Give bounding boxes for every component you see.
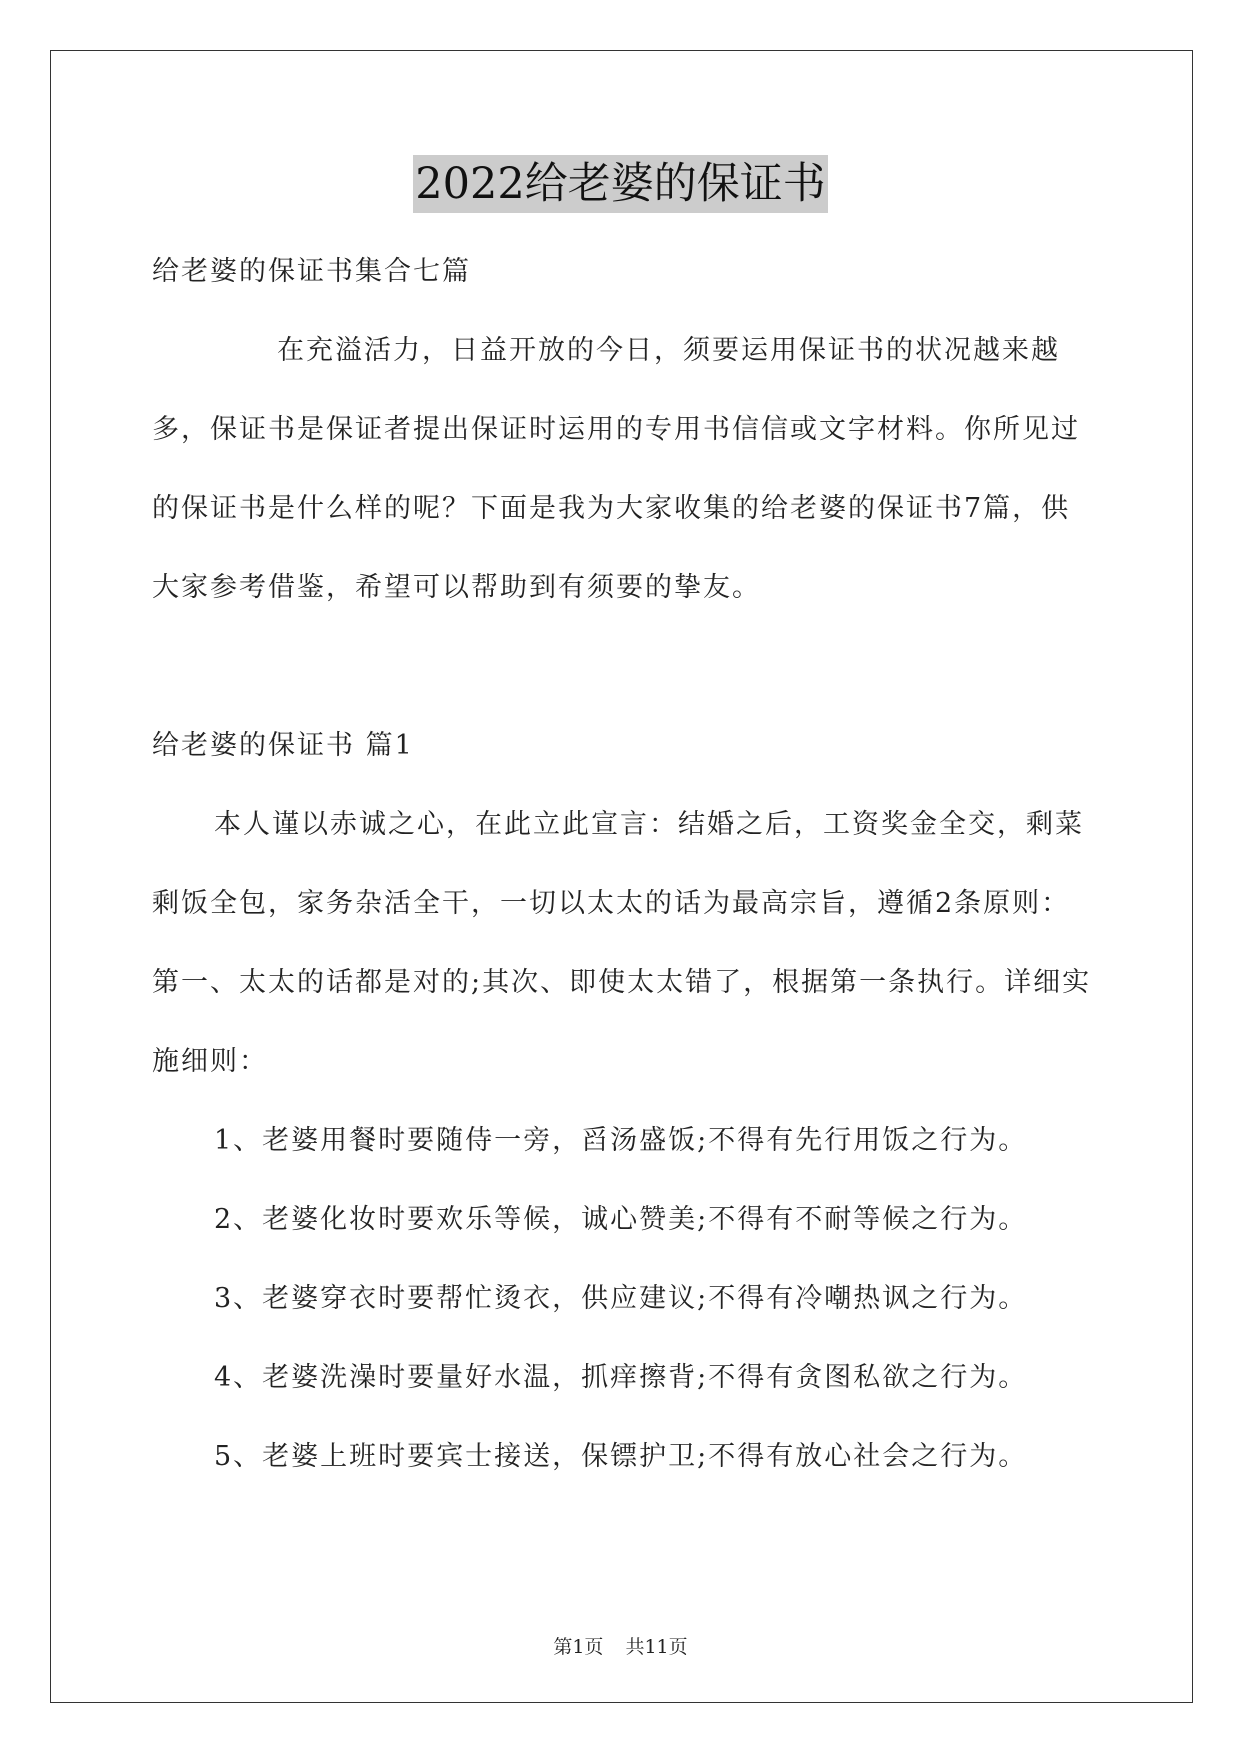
intro-paragraph: 在充溢活力，日益开放的今日，须要运用保证书的状况越来越多，保证书是保证者提出保证时运用的专用书信信或文字材料。你所见过的保证书是什么样的呢？下面是我为大家收集的给老婆的保证书7篇，供大家参考借鉴，希望可以帮助到有须要的挚友。 <box>152 335 1080 603</box>
document-body <box>152 232 1092 1496</box>
rule-item-5: 5、老婆上班时要宾士接送，保镖护卫;不得有放心社会之行为。 <box>214 1441 1028 1472</box>
document-subtitle: 给老婆的保证书集合七篇 <box>152 256 471 287</box>
rule-item-3: 3、老婆穿衣时要帮忙烫衣，供应建议;不得有冷嘲热讽之行为。 <box>214 1283 1028 1314</box>
page-number: 第1页 <box>553 1636 604 1658</box>
section-heading: 给老婆的保证书 篇1 <box>152 730 414 761</box>
document-title-text: 2022给老婆的保证书 <box>413 155 827 213</box>
section-spacer <box>152 627 1092 706</box>
section-paragraph: 本人谨以赤诚之心，在此立此宣言：结婚之后，工资奖金全交，剩菜剩饭全包，家务杂活全干，一切以太太的话为最高宗旨，遵循2条原则：第一、太太的话都是对的;其次、即使太太错了，根据第一条执行。详细实施细则： <box>152 809 1092 1077</box>
page-total: 共11页 <box>625 1636 688 1658</box>
page-footer <box>0 1632 1241 1659</box>
rule-item-2: 2、老婆化妆时要欢乐等候，诚心赞美;不得有不耐等候之行为。 <box>214 1204 1028 1235</box>
document-title <box>0 155 1241 213</box>
rule-item-1: 1、老婆用餐时要随侍一旁，舀汤盛饭;不得有先行用饭之行为。 <box>214 1125 1028 1156</box>
rule-item-4: 4、老婆洗澡时要量好水温，抓痒擦背;不得有贪图私欲之行为。 <box>214 1362 1028 1393</box>
